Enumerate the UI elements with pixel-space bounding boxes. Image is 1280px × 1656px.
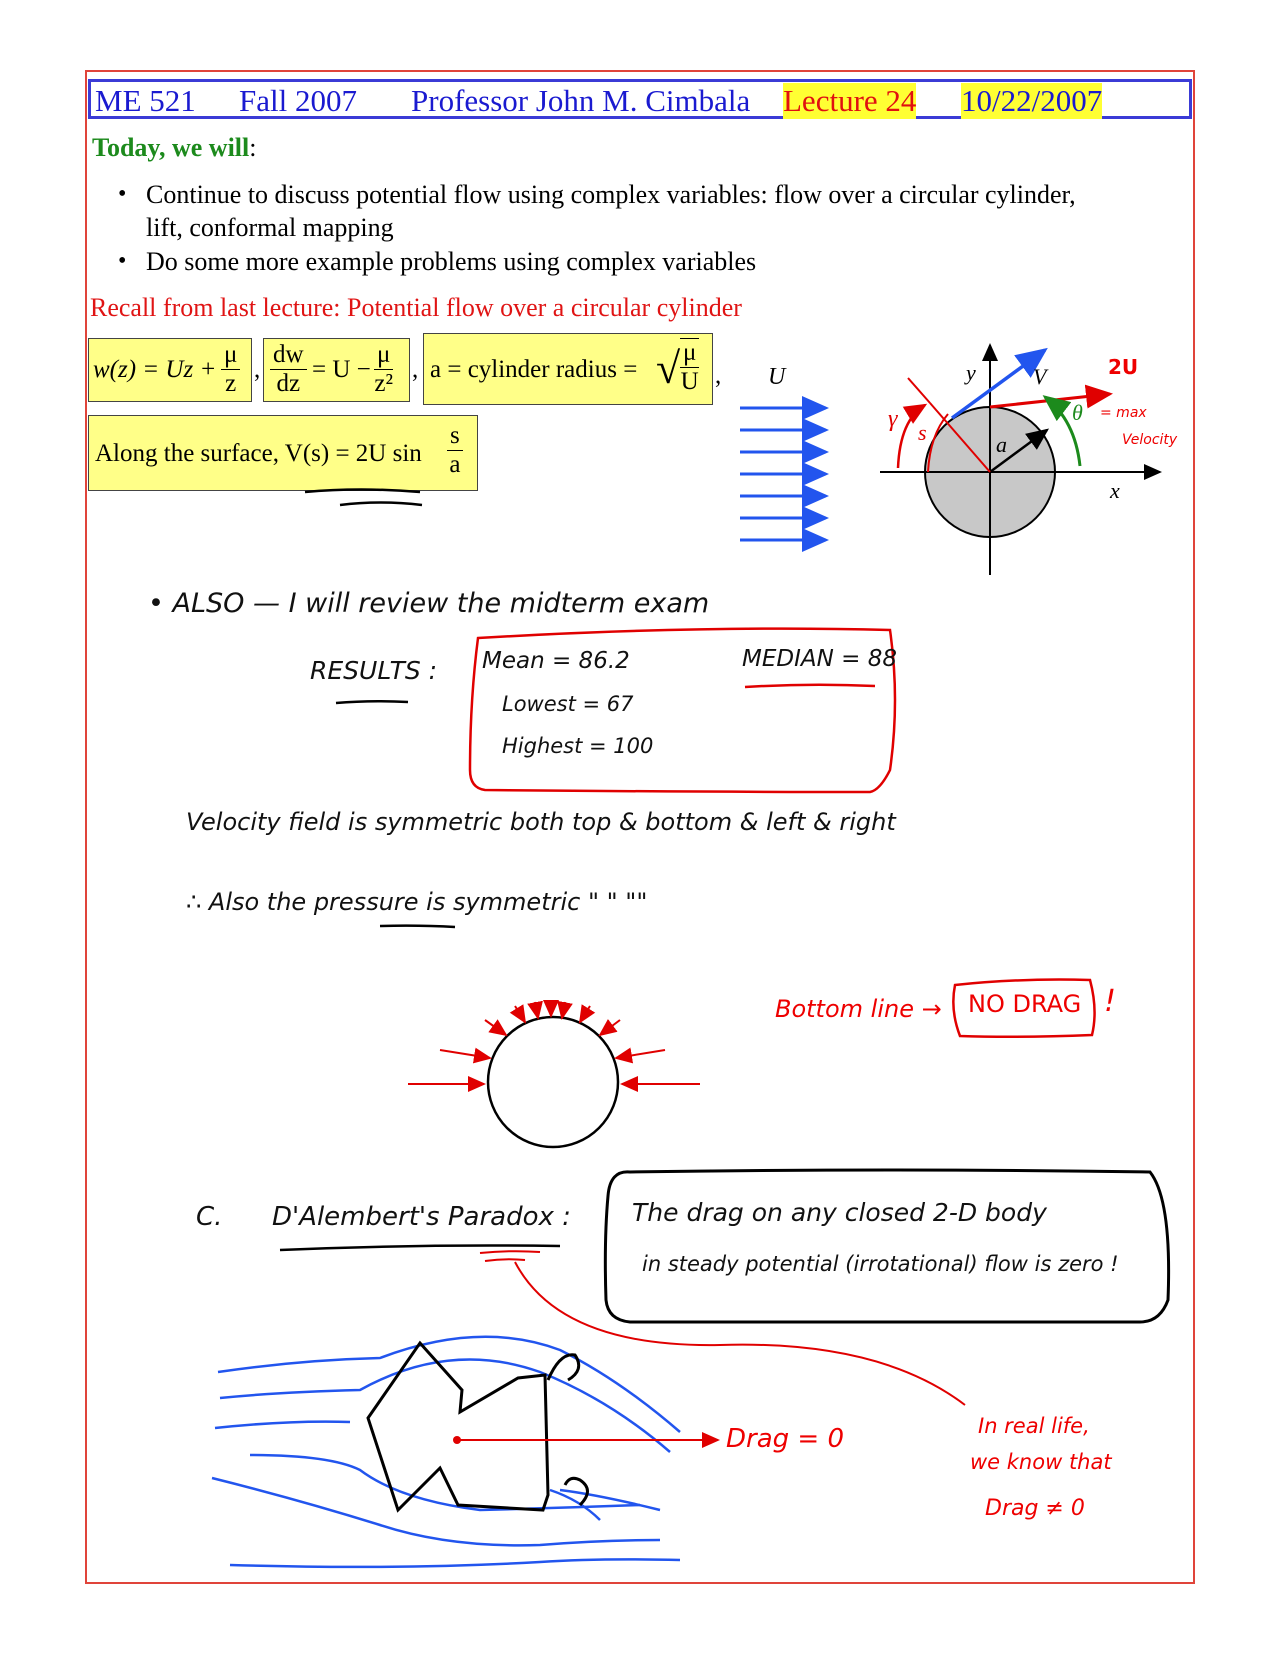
equation-cylinder-radius: a = cylinder radius = √ $\frac{\mu}{U}$ bbox=[423, 333, 713, 405]
list-item: • Continue to discuss potential flow using complex variables: flow over a circular cylinder, lift, conformal mapping bbox=[118, 180, 1076, 242]
label-s: s bbox=[918, 420, 927, 445]
note-paradox-title: D'Alembert's Paradox : bbox=[272, 1202, 571, 1232]
label-velocity: Velocity bbox=[1122, 432, 1178, 448]
arbitrary-body bbox=[368, 1343, 588, 1510]
pressure-diagram bbox=[408, 1000, 700, 1147]
note-median: MEDIAN = 88 bbox=[742, 646, 897, 672]
paradox-red-underline bbox=[480, 1251, 540, 1261]
note-paradox-text-2: in steady potential (irrotational) flow is zero ! bbox=[642, 1252, 1119, 1276]
freestream-arrows bbox=[740, 408, 826, 540]
note-exclamation: ! bbox=[1104, 984, 1117, 1019]
lecture-date: 10/22/2007 bbox=[961, 83, 1103, 118]
note-real-life-1: In real life, bbox=[978, 1414, 1090, 1438]
equation-complex-velocity: $\frac{dw}{dz}$ = U − $\frac{\mu}{\text{z²}}$ bbox=[263, 338, 410, 402]
note-real-life-2: we know that bbox=[970, 1450, 1112, 1474]
pressure-underline bbox=[380, 926, 455, 927]
term: Fall 2007 bbox=[239, 83, 357, 118]
label-V: V bbox=[1033, 364, 1047, 389]
note-results: RESULTS : bbox=[310, 656, 438, 685]
lecture-number: Lecture 24 bbox=[783, 83, 917, 118]
note-bottom-line: Bottom line → bbox=[775, 995, 942, 1023]
equation-surface-velocity: Along the surface, V(s) = 2U sin $\frac{s}{a}$ bbox=[88, 415, 478, 491]
paradox-box bbox=[605, 1170, 1168, 1322]
note-mean: Mean = 86.2 bbox=[482, 648, 630, 674]
equation-complex-potential: w(z) = Uz + $\frac{\mu}{z}$ bbox=[88, 338, 252, 402]
drag-origin-dot bbox=[453, 1436, 461, 1444]
note-no-drag: NO DRAG bbox=[968, 990, 1082, 1018]
professor: Professor John M. Cimbala bbox=[411, 83, 751, 118]
paradox-connector bbox=[515, 1262, 965, 1405]
recall-heading: Recall from last lecture: Potential flow over a circular cylinder bbox=[90, 293, 742, 322]
note-section-c: C. bbox=[196, 1202, 223, 1232]
handwritten-underline bbox=[305, 490, 422, 506]
results-underline bbox=[336, 701, 408, 703]
note-paradox-text-1: The drag on any closed 2-D body bbox=[632, 1198, 1047, 1227]
note-drag-zero: Drag = 0 bbox=[726, 1424, 845, 1454]
note-lowest: Lowest = 67 bbox=[502, 692, 634, 716]
note-highest: Highest = 100 bbox=[502, 734, 654, 758]
label-gamma: γ bbox=[888, 406, 898, 432]
label-max: = max bbox=[1100, 405, 1147, 421]
label-2U: 2U bbox=[1108, 355, 1139, 379]
median-underline bbox=[745, 685, 875, 687]
note-also: • ALSO — I will review the midterm exam bbox=[148, 588, 710, 619]
note-pressure-symmetric: ∴ Also the pressure is symmetric " " "" bbox=[186, 888, 648, 916]
note-velocity-symmetric: Velocity field is symmetric both top & bottom & left & right bbox=[186, 808, 896, 836]
cylinder-figure bbox=[880, 345, 1160, 575]
label-theta: θ bbox=[1072, 400, 1083, 425]
list-item: • Do some more example problems using complex variables bbox=[118, 247, 757, 276]
paradox-underline bbox=[280, 1246, 560, 1251]
label-y: y bbox=[966, 360, 976, 385]
label-x: x bbox=[1110, 478, 1120, 503]
course-code: ME 521 bbox=[95, 83, 196, 118]
label-a: a bbox=[996, 432, 1007, 457]
label-U: U bbox=[768, 364, 786, 390]
note-real-life-3: Drag ≠ 0 bbox=[985, 1496, 1085, 1521]
today-heading: Today, we will: bbox=[92, 133, 257, 162]
